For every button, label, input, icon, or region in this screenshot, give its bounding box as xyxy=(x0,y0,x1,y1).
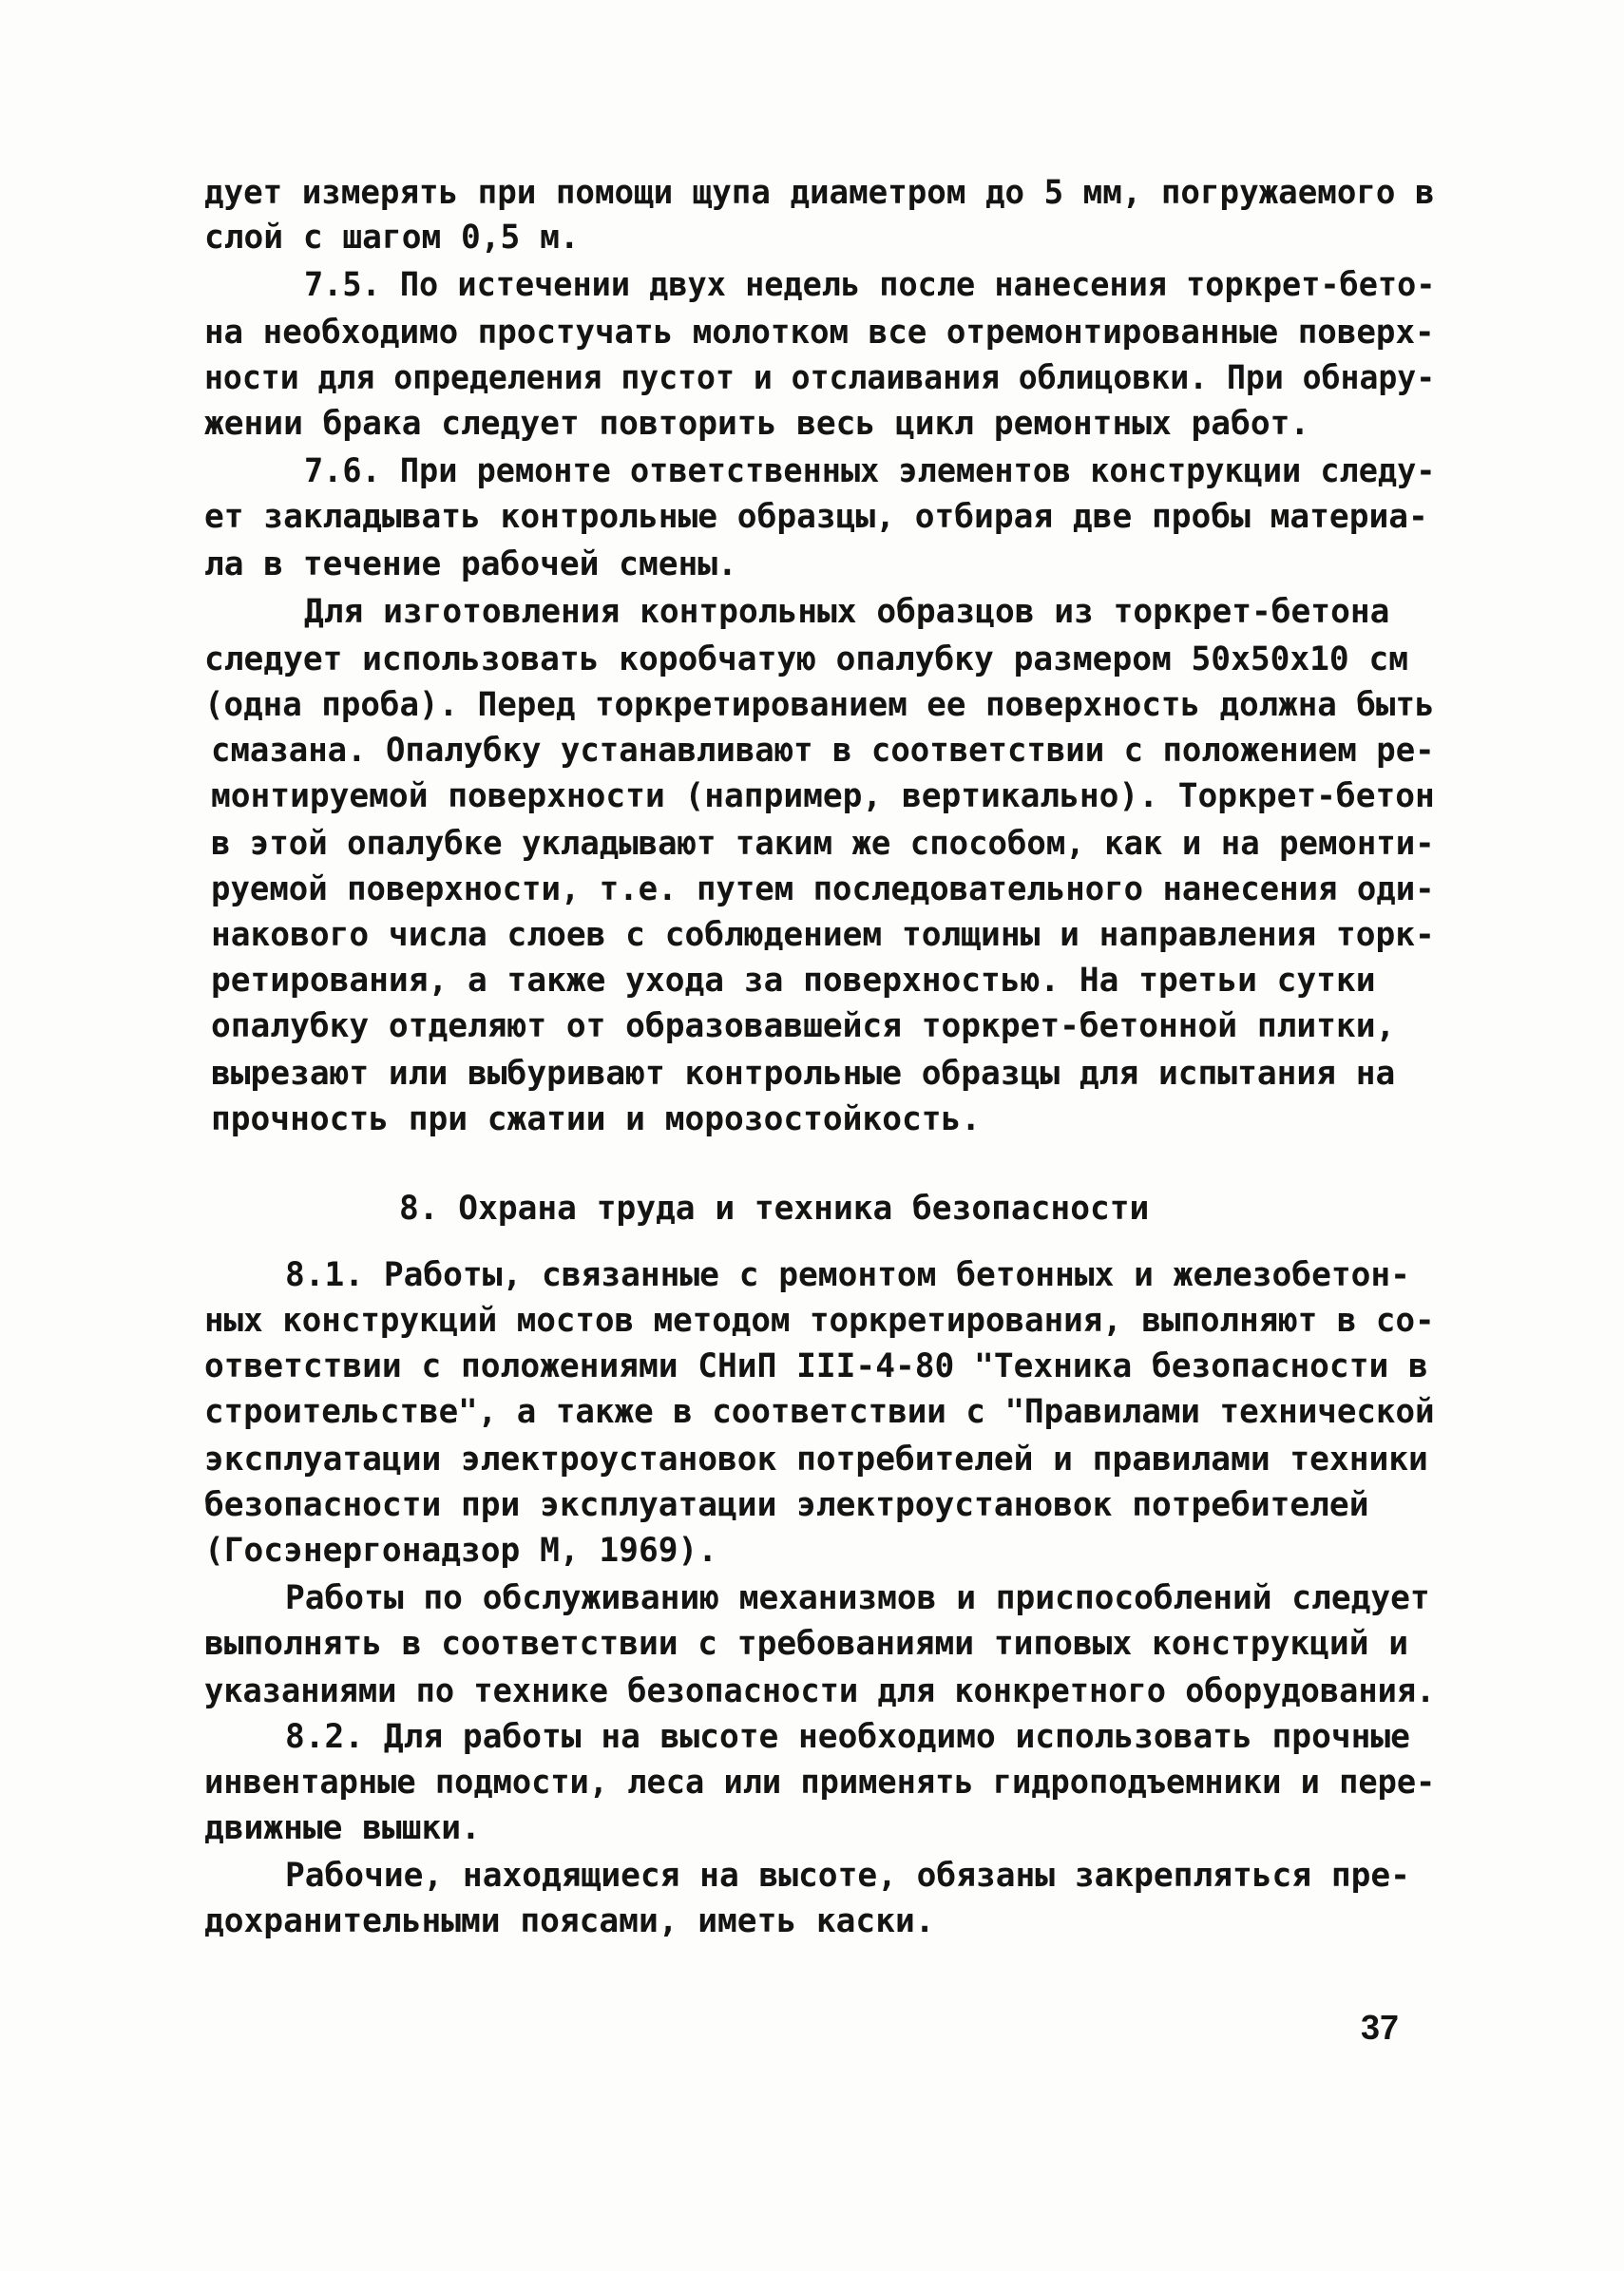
text-line: следует использовать коробчатую опалубку размером 50х50х10 см xyxy=(204,640,1409,678)
section-heading: 8. Охрана труда и техника безопасности xyxy=(399,1190,1150,1228)
text-line: жении брака следует повторить весь цикл ремонтных работ. xyxy=(204,405,1310,443)
text-line: смазана. Опалубку устанавливают в соответствии с положением ре- xyxy=(211,732,1435,770)
text-line: 7.6. При ремонте ответственных элементов конструкции следу- xyxy=(304,452,1436,490)
text-line: ретирования, а также ухода за поверхностью. На третьи сутки xyxy=(211,962,1376,1000)
text-line: Для изготовления контрольных образцов из торкрет-бетона xyxy=(304,593,1390,631)
text-line: Работы по обслуживанию механизмов и приспособлений следует xyxy=(285,1579,1430,1617)
text-line: строительстве", а также в соответствии с "Правилами технической xyxy=(204,1393,1435,1431)
text-line: на необходимо простучать молотком все отремонтированные поверх- xyxy=(204,314,1435,352)
text-line: в этой опалубке укладывают таким же способом, как и на ремонти- xyxy=(211,825,1435,863)
text-line: инвентарные подмости, леса или применять гидроподъемники и пере- xyxy=(204,1764,1436,1802)
text-line: накового числа слоев с соблюдением толщины и направления торк- xyxy=(211,916,1435,954)
page-number: 37 xyxy=(1361,2008,1400,2047)
text-line: 8.1. Работы, связанные с ремонтом бетонных и железобетон- xyxy=(285,1256,1410,1294)
text-line: вырезают или выбуривают контрольные образцы для испытания на xyxy=(211,1055,1396,1093)
text-line: 8.2. Для работы на высоте необходимо использовать прочные xyxy=(285,1718,1410,1756)
text-line: движные вышки. xyxy=(204,1809,481,1847)
text-line: выполнять в соответствии с требованиями типовых конструкций и xyxy=(204,1625,1409,1663)
text-line: опалубку отделяют от образовавшейся торкрет-бетонной плитки, xyxy=(211,1007,1396,1045)
text-line: ет закладывать контрольные образцы, отбирая две пробы материа- xyxy=(204,498,1428,536)
text-line: Рабочие, находящиеся на высоте, обязаны закрепляться пре- xyxy=(285,1857,1410,1895)
text-line: слой с шагом 0,5 м. xyxy=(204,219,580,257)
text-line: безопасности при эксплуатации электроустановок потребителей xyxy=(204,1486,1369,1524)
text-line: ных конструкций мостов методом торкретирования, выполняют в со- xyxy=(204,1302,1435,1340)
text-line: прочность при сжатии и морозостойкость. xyxy=(211,1100,982,1138)
text-line: ности для определения пустот и отслаивания облицовки. При обнару- xyxy=(204,359,1436,397)
text-line: дует измерять при помощи щупа диаметром до 5 мм, погружаемого в xyxy=(204,174,1435,212)
text-line: указаниями по технике безопасности для конкретного оборудования. xyxy=(204,1672,1436,1710)
text-line: ла в течение рабочей смены. xyxy=(204,545,737,583)
text-line: 7.5. По истечении двух недель после нанесения торкрет-бето- xyxy=(304,266,1436,304)
text-line: эксплуатации электроустановок потребителей и правилами техники xyxy=(204,1441,1428,1479)
text-line: монтируемой поверхности (например, вертикально). Торкрет-бетон xyxy=(211,777,1435,815)
text-line: ответствии с положениями СНиП III-4-80 "Техника безопасности в xyxy=(204,1347,1428,1385)
text-line: дохранительными поясами, иметь каски. xyxy=(204,1902,935,1940)
text-line: (Госэнергонадзор М, 1969). xyxy=(204,1532,718,1570)
text-line: (одна проба). Перед торкретированием ее поверхность должна быть xyxy=(204,686,1435,724)
text-line: руемой поверхности, т.е. путем последовательного нанесения оди- xyxy=(211,870,1435,908)
